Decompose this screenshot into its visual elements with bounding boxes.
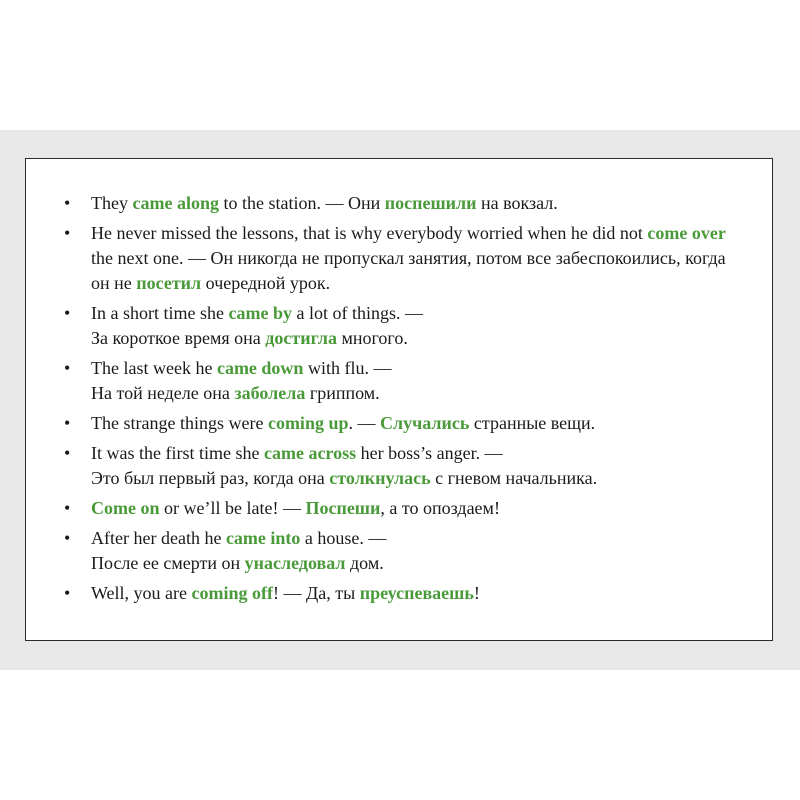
example-item <box>64 581 744 606</box>
example-text: на вокзал. <box>476 193 558 213</box>
example-text: гриппом. <box>305 383 380 403</box>
phrasal-verb-highlight: came along <box>132 193 219 213</box>
example-text: He never missed the lessons, that is why everybody worried when he did not <box>91 223 648 243</box>
example-text: Это был первый раз, когда она <box>91 468 330 488</box>
example-text: In a short time she <box>91 303 229 323</box>
example-item <box>64 496 744 521</box>
phrasal-verb-highlight: Come on <box>91 498 160 518</box>
phrasal-verb-highlight: посетил <box>136 273 202 293</box>
example-text: . — <box>348 413 380 433</box>
phrasal-verb-highlight: Случались <box>379 413 470 433</box>
example-text: , а то опоздаем! <box>380 498 500 518</box>
phrasal-verb-highlight: come over <box>647 223 726 243</box>
phrasal-verb-highlight: поспешили <box>384 193 477 213</box>
phrasal-verb-highlight: coming up <box>267 413 349 433</box>
example-text: Well, you are <box>91 583 192 603</box>
phrasal-verb-highlight: coming off <box>191 583 273 603</box>
example-text: ! — Да, ты <box>273 583 360 603</box>
phrasal-verb-highlight: came across <box>263 443 357 463</box>
example-text: The last week he <box>91 358 217 378</box>
example-item <box>64 221 744 296</box>
example-item <box>64 301 744 351</box>
example-text: с гневом начальника. <box>430 468 598 488</box>
example-text: ! <box>473 583 480 603</box>
example-text: После ее смерти он <box>91 553 245 573</box>
example-text: her boss’s anger. — <box>356 443 503 463</box>
example-text: многого. <box>336 328 408 348</box>
phrasal-verb-highlight: came into <box>225 528 301 548</box>
phrasal-verb-highlight: достигла <box>265 328 337 348</box>
example-text: странные вещи. <box>469 413 596 433</box>
example-text: очередной урок. <box>201 273 331 293</box>
phrasal-verb-highlight: унаследовал <box>244 553 346 573</box>
example-text: the next one. — Он никогда не пропускал занятия, потом все забеспокоились, когда он не <box>91 248 726 293</box>
examples-list <box>64 191 744 611</box>
example-text: or we’ll be late! — <box>159 498 306 518</box>
example-text: to the station. — Они <box>218 193 385 213</box>
example-text: a lot of things. — <box>291 303 423 323</box>
phrasal-verb-highlight: came by <box>228 303 292 323</box>
example-text: It was the first time she <box>91 443 264 463</box>
phrasal-verb-highlight: столкнулась <box>329 468 431 488</box>
example-text: After her death he <box>91 528 226 548</box>
phrasal-verb-highlight: заболела <box>234 383 306 403</box>
example-text: They <box>91 193 133 213</box>
example-item <box>64 411 744 436</box>
example-item <box>64 191 744 216</box>
example-text: дом. <box>345 553 384 573</box>
example-item <box>64 441 744 491</box>
example-text: a house. — <box>300 528 387 548</box>
example-text: The strange things were <box>91 413 268 433</box>
example-item <box>64 356 744 406</box>
example-text: На той неделе она <box>91 383 235 403</box>
phrasal-verb-highlight: преуспеваешь <box>359 583 474 603</box>
example-text: with flu. — <box>303 358 392 378</box>
example-text: За короткое время она <box>91 328 266 348</box>
phrasal-verb-highlight: came down <box>216 358 304 378</box>
phrasal-verb-highlight: Поспеши <box>305 498 381 518</box>
example-item <box>64 526 744 576</box>
